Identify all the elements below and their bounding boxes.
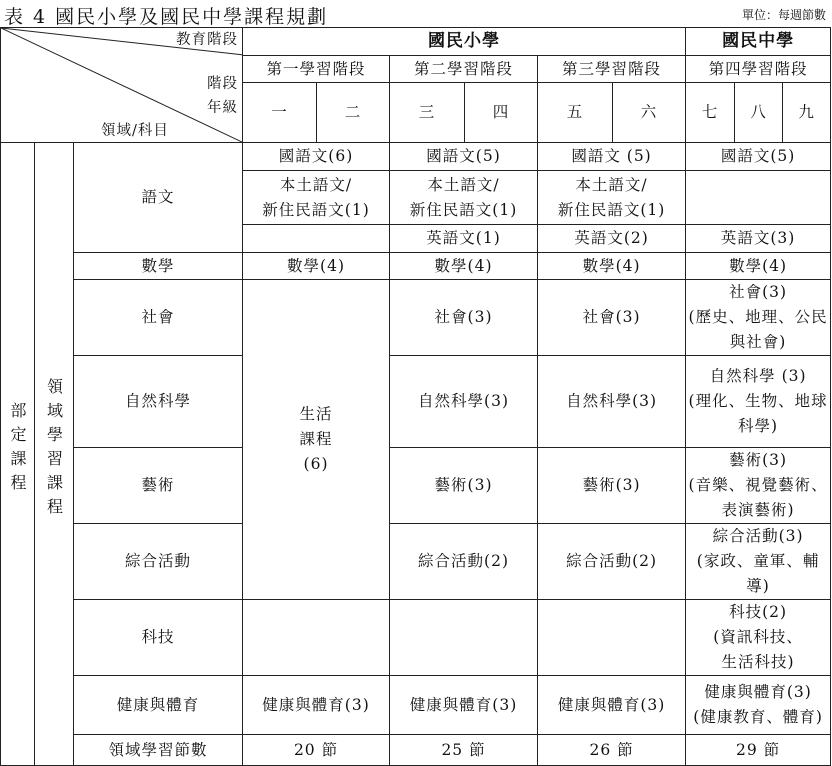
cell: 藝術(3) — [390, 448, 538, 524]
edu-stage-label: 教育階段 — [176, 32, 239, 48]
cell: 數學(4) — [390, 253, 538, 280]
junior-header: 國民中學 — [686, 28, 831, 56]
empty-cell — [390, 600, 538, 676]
life-curriculum-cell: 生活 課程 (6) — [243, 280, 390, 600]
cell: 綜合活動(2) — [390, 524, 538, 600]
domain-label: 領域/科目 — [101, 123, 169, 139]
cell: 數學(4) — [243, 253, 390, 280]
cell: 綜合活動(2) — [538, 524, 686, 600]
grade-header: 七 — [686, 83, 735, 143]
cell: 英語文(2) — [538, 225, 686, 253]
cell: 國語文 (5) — [538, 143, 686, 171]
cell: 藝術(3) (音樂、視覺藝術、 表演藝術) — [686, 448, 831, 524]
stage-header: 第三學習階段 — [538, 56, 686, 83]
stage-header: 第二學習階段 — [390, 56, 538, 83]
empty-cell — [686, 171, 831, 225]
domain-integrative: 綜合活動 — [74, 524, 243, 600]
grade-header: 九 — [783, 83, 831, 143]
cell: 自然科學(3) — [390, 356, 538, 448]
elementary-header: 國民小學 — [243, 28, 686, 56]
stage-label: 階段 — [207, 76, 239, 92]
stage-header: 第一學習階段 — [243, 56, 390, 83]
cell: 健康與體育(3) (健康教育、體育) — [686, 676, 831, 735]
cell: 科技(2) (資訊科技、 生活科技) — [686, 600, 831, 676]
grade-header: 八 — [735, 83, 783, 143]
total-cell: 26 節 — [538, 735, 686, 766]
grade-header: 二 — [317, 83, 390, 143]
table-title: 表 4 國民小學及國民中學課程規劃 — [4, 6, 329, 28]
domain-technology: 科技 — [74, 600, 243, 676]
cell: 自然科學 (3) (理化、生物、地球 科學) — [686, 356, 831, 448]
domain-science: 自然科學 — [74, 356, 243, 448]
stage-header: 第四學習階段 — [686, 56, 831, 83]
diagonal-header-cell — [1, 28, 243, 143]
grade-header: 五 — [538, 83, 613, 143]
grade-header: 一 — [243, 83, 317, 143]
grade-header: 六 — [613, 83, 686, 143]
cell: 本土語文/ 新住民語文(1) — [243, 171, 390, 225]
cell: 英語文(3) — [686, 225, 831, 253]
cell: 健康與體育(3) — [243, 676, 390, 735]
domain-learning-label: 領域學習課程 — [35, 143, 74, 766]
grade-header: 四 — [465, 83, 538, 143]
total-cell: 29 節 — [686, 735, 831, 766]
empty-cell — [243, 225, 390, 253]
cell: 本土語文/ 新住民語文(1) — [538, 171, 686, 225]
domain-math: 數學 — [74, 253, 243, 280]
cell: 數學(4) — [538, 253, 686, 280]
cell: 英語文(1) — [390, 225, 538, 253]
cell: 藝術(3) — [538, 448, 686, 524]
empty-cell — [243, 600, 390, 676]
cell: 健康與體育(3) — [390, 676, 538, 735]
required-courses-label: 部定課程 — [1, 143, 35, 766]
domain-language: 語文 — [74, 143, 243, 253]
cell: 社會(3) (歷史、地理、公民 與社會) — [686, 280, 831, 356]
unit-note: 單位：每週節數 — [741, 8, 826, 22]
domain-arts: 藝術 — [74, 448, 243, 524]
cell: 數學(4) — [686, 253, 831, 280]
domain-social: 社會 — [74, 280, 243, 356]
cell: 社會(3) — [390, 280, 538, 356]
curriculum-table — [0, 27, 831, 766]
cell: 國語文(5) — [390, 143, 538, 171]
domain-health: 健康與體育 — [74, 676, 243, 735]
cell: 國語文(6) — [243, 143, 390, 171]
empty-cell — [538, 600, 686, 676]
total-label: 領域學習節數 — [74, 735, 243, 766]
grade-header: 三 — [390, 83, 465, 143]
grade-label: 年級 — [207, 100, 239, 116]
cell: 健康與體育(3) — [538, 676, 686, 735]
total-cell: 20 節 — [243, 735, 390, 766]
cell: 綜合活動(3) (家政、童軍、輔導) — [686, 524, 831, 600]
cell: 國語文(5) — [686, 143, 831, 171]
cell: 自然科學(3) — [538, 356, 686, 448]
total-cell: 25 節 — [390, 735, 538, 766]
cell: 社會(3) — [538, 280, 686, 356]
cell: 本土語文/ 新住民語文(1) — [390, 171, 538, 225]
